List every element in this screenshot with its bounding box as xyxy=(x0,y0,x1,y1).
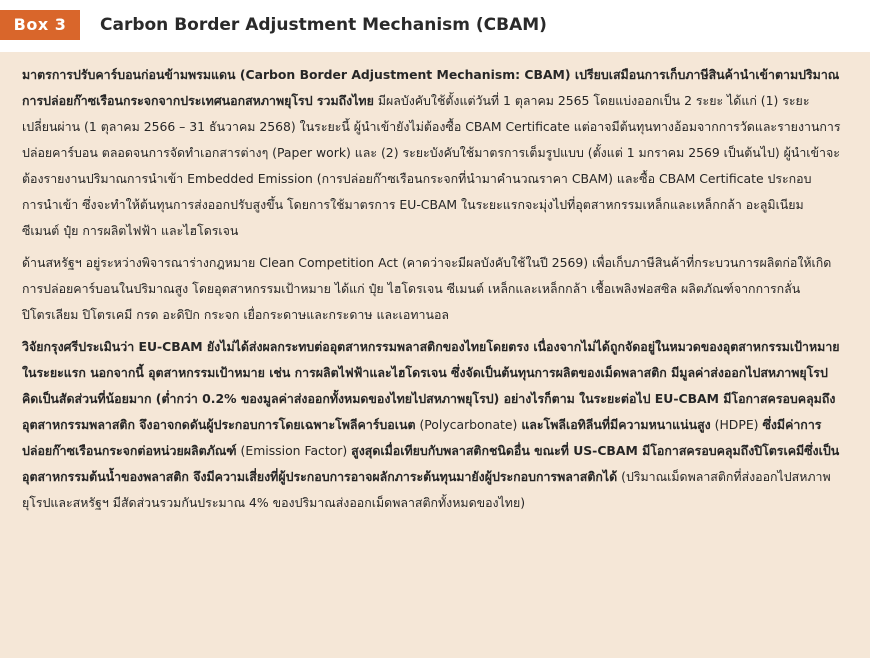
assessment-hdpe: (HDPE) xyxy=(710,417,763,432)
box-panel xyxy=(0,52,870,658)
paragraph-krungsri-assessment xyxy=(22,334,844,516)
box-label: Box 3 xyxy=(0,10,80,40)
paragraph-eu-cbam-lead: มาตรการปรับคาร์บอนก่อนข้ามพรมแดน (Carbon Border Adjustment Mechanism: CBAM) เปรียบเสมือนการเก็บภาษีสินค้านำเข้าตามปริมาณการปล่อยก๊าซเรือนกระจกจากประเทศนอกสหภาพยุโรป รวมถึงไทย xyxy=(22,67,840,108)
assessment-hdpe-lead: และโพลีเอทิลีนที่มีความหนาแน่นสูง xyxy=(521,417,711,432)
box-title: Carbon Border Adjustment Mechanism (CBAM) xyxy=(100,15,547,35)
paragraph-us-clean-competition-act xyxy=(22,250,844,328)
assessment-emission-lead: ซึ่งมีค่าการปล่อยก๊าซเรือนกระจกต่อหน่วยผลิตภัณฑ์ xyxy=(22,417,822,458)
assessment-emission-factor: (Emission Factor) xyxy=(236,443,352,458)
paragraph-eu-cbam xyxy=(22,62,844,244)
paragraph-us-body: ด้านสหรัฐฯ อยู่ระหว่างพิจารณาร่างกฎหมาย Clean Competition Act (คาดว่าจะมีผลบังคับใช้ในปี 2569) เพื่อเก็บภาษีสินค้าที่กระบวนการผลิตก่อให้เกิดการปล่อยคาร์บอนในปริมาณสูง โดยอุตสาหกรรมเป้าหมาย ได้แก่ ปุ๋ย ไฮโดรเจน ซีเมนต์ เหล็กและเหล็กกล้า เชื้อเพลิงฟอสซิล ผลิตภัณฑ์จากการกลั่นปิโตรเลียม ปิโตรเคมี กรด อะดิปิก กระจก เยื่อกระดาษและกระดาษ และเอทานอล xyxy=(22,255,832,322)
assessment-lead: วิจัยกรุงศรีประเมินว่า EU-CBAM ยังไม่ได้ส่งผลกระทบต่ออุตสาหกรรมพลาสติกของไทยโดยตรง เนื่องจากไม่ได้ถูกจัดอยู่ในหมวดของอุตสาหกรรมเป้าหมายในระยะแรก นอกจากนี้ อุตสาหกรรมเป้าหมาย เช่น การผลิตไฟฟ้าและไฮโดรเจน ซึ่งจัดเป็นต้นทุนการผลิตของเม็ดพลาสติก มีมูลค่าส่งออกไปสหภาพยุโรปคิดเป็นสัดส่วนที่น้อยมาก (ต่ำกว่า 0.2% ของมูลค่าส่งออกทั้งหมดของไทยไปสหภาพยุโรป) อย่างไรก็ตาม ในระยะต่อไป EU-CBAM มีโอกาสครอบคลุมถึงอุตสาหกรรมพลาสติก จึงอาจกดดันผู้ประกอบการโดยเฉพาะโพลีคาร์บอเนต xyxy=(22,339,840,432)
assessment-tail: (ปริมาณเม็ดพลาสติกที่ส่งออกไปสหภาพยุโรปและสหรัฐฯ มีสัดส่วนรวมกันประมาณ 4% ของปริมาณส่งออกเม็ดพลาสติกทั้งหมดของไทย) xyxy=(22,469,831,510)
box-content xyxy=(22,62,844,516)
paragraph-eu-cbam-body: มีผลบังคับใช้ตั้งแต่วันที่ 1 ตุลาคม 2565 โดยแบ่งออกเป็น 2 ระยะ ได้แก่ (1) ระยะเปลี่ยนผ่าน (1 ตุลาคม 2566 – 31 ธันวาคม 2568) ในระยะนี้ ผู้นำเข้ายังไม่ต้องซื้อ CBAM Certificate แต่อาจมีต้นทุนทางอ้อมจากการวัดและรายงานการปล่อยคาร์บอน ตลอดจนการจัดทำเอกสารต่างๆ (Paper work) และ (2) ระยะบังคับใช้มาตรการเต็มรูปแบบ (ตั้งแต่ 1 มกราคม 2569 เป็นต้นไป) ผู้นำเข้าจะต้องรายงานปริมาณการนำเข้า Embedded Emission (การปล่อยก๊าซเรือนกระจกที่นำมาคำนวณราคา CBAM) และซื้อ CBAM Certificate ประกอบการนำเข้า ซึ่งจะทำให้ต้นทุนการส่งออกปรับสูงขึ้น โดยการใช้มาตรการ EU-CBAM ในระยะแรกจะมุ่งไปที่อุตสาหกรรมเหล็กและเหล็กกล้า อะลูมิเนียม ซีเมนต์ ปุ๋ย การผลิตไฟฟ้า และไฮโดรเจน xyxy=(22,93,841,238)
assessment-us-cbam: สูงสุดเมื่อเทียบกับพลาสติกชนิดอื่น ขณะที่ US-CBAM มีโอกาสครอบคลุมถึงปิโตรเคมีซึ่งเป็นอุตสาหกรรมต้นน้ำของพลาสติก จึงมีความเสี่ยงที่ผู้ประกอบการอาจผลักภาระต้นทุนมายังผู้ประกอบการพลาสติกได้ xyxy=(22,443,840,484)
box-header xyxy=(0,0,870,52)
assessment-polycarbonate: (Polycarbonate) xyxy=(415,417,522,432)
